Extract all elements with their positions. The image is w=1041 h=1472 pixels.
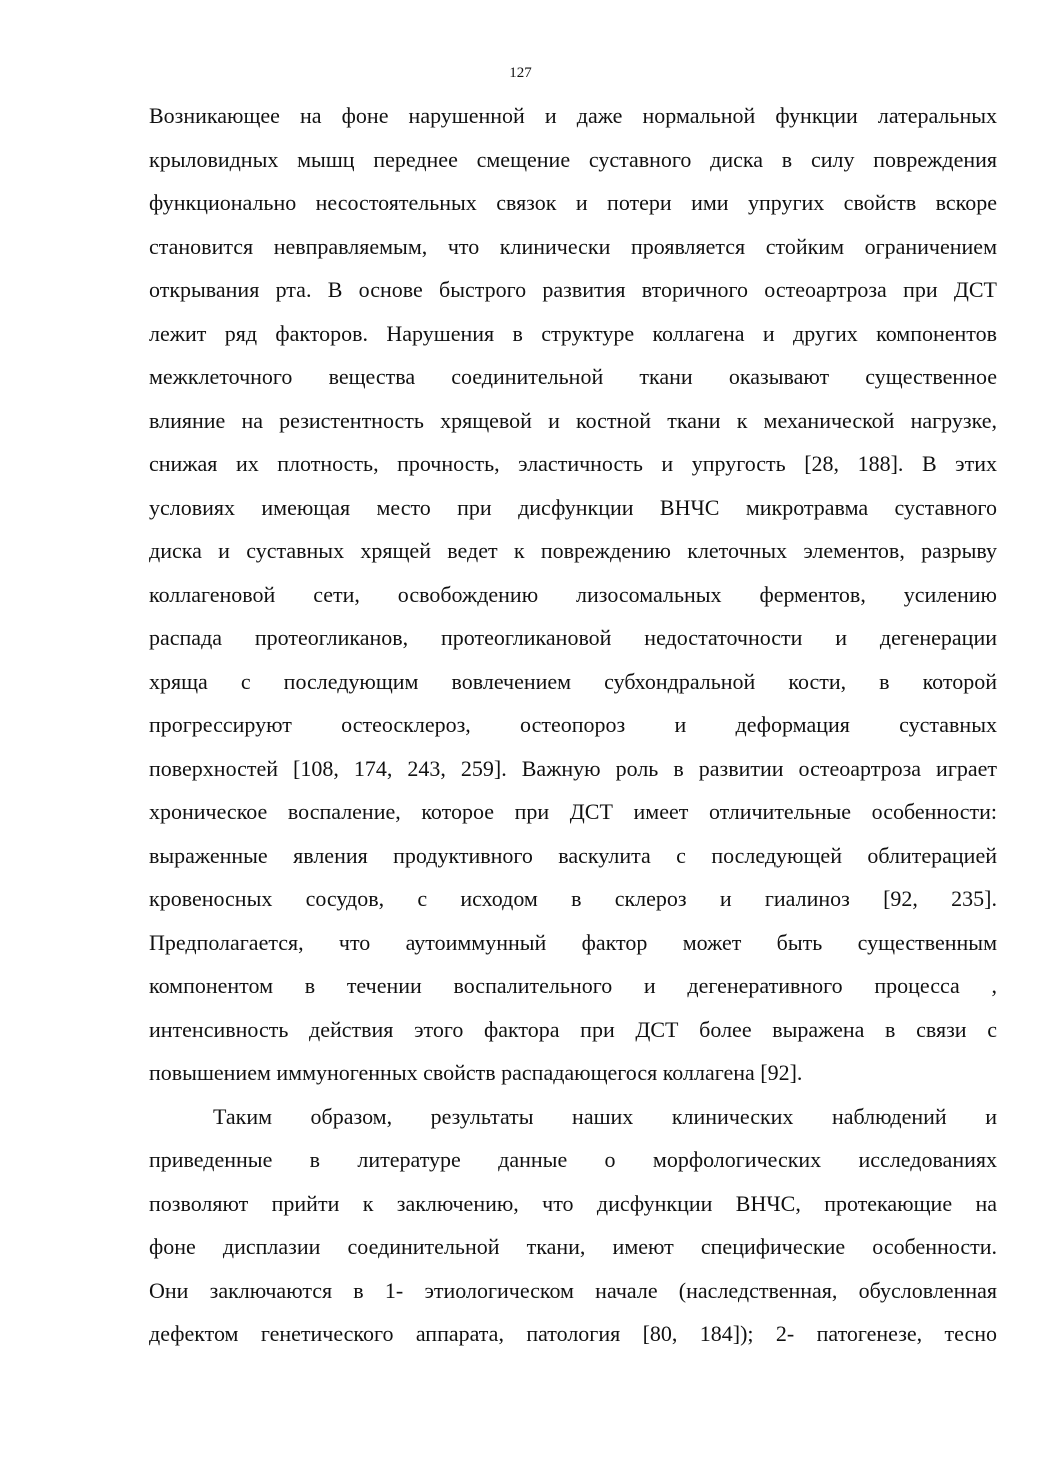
text-line: условиях имеющая место при дисфункции ВНЧС микротравма суставного [149, 494, 997, 520]
text-line: Таким образом, результаты наших клинических наблюдений и [213, 1103, 997, 1129]
text-line: диска и суставных хрящей ведет к повреждению клеточных элементов, разрыву [149, 538, 997, 563]
text-line: межклеточного вещества соединительной ткани оказывают существенное [149, 364, 997, 389]
text-line: распада протеогликанов, протеогликановой недостаточности и дегенерации [149, 625, 997, 650]
paragraph-2 [149, 1095, 997, 1356]
text-line: Возникающее на фоне нарушенной и даже нормальной функции латеральных [149, 103, 997, 128]
text-line: интенсивность действия этого фактора при ДСТ более выражена в связи с [149, 1016, 997, 1042]
text-line: хроническое воспаление, которое при ДСТ имеет отличительные особенности: [149, 799, 997, 824]
text-line: прогрессируют остеосклероз, остеопороз и деформация суставных [149, 712, 997, 737]
text-line: снижая их плотность, прочность, эластичность и упругость [28, 188]. В этих [149, 451, 997, 476]
text-line: приведенные в литературе данные о морфологических исследованиях [149, 1147, 997, 1172]
document-body [149, 94, 997, 1356]
text-line: повышением иммуногенных свойств распадающегося коллагена [92]. [149, 1060, 803, 1085]
text-line: поверхностей [108, 174, 243, 259]. Важную роль в развитии остеоартроза играет [149, 755, 997, 781]
text-line: крыловидных мышц переднее смещение суставного диска в силу повреждения [149, 146, 997, 172]
page-number: 127 [509, 65, 532, 81]
text-line: влияние на резистентность хрящевой и костной ткани к механической нагрузке, [149, 407, 997, 433]
text-line: становится невправляемым, что клинически проявляется стойким ограничением [149, 233, 997, 259]
text-line: функционально несостоятельных связок и потери ими упругих свойств вскоре [149, 190, 997, 215]
text-line: Предполагается, что аутоиммунный фактор может быть существенным [149, 929, 997, 955]
text-line: позволяют прийти к заключению, что дисфункции ВНЧС, протекающие на [149, 1190, 997, 1216]
text-line: лежит ряд факторов. Нарушения в структуре коллагена и других компонентов [149, 320, 997, 346]
text-line: компонентом в течении воспалительного и дегенеративного процесса , [149, 973, 997, 998]
text-line: коллагеновой сети, освобождению лизосомальных ферментов, усилению [149, 581, 997, 607]
text-line: открывания рта. В основе быстрого развития вторичного остеоартроза при ДСТ [149, 277, 997, 302]
text-line: хряща с последующим вовлечением субхондральной кости, в которой [149, 668, 997, 694]
text-line: выраженные явления продуктивного васкулита с последующей облитерацией [149, 842, 997, 868]
text-line: дефектом генетического аппарата, патология [80, 184]); 2- патогенезе, тесно [149, 1321, 997, 1346]
text-line: Они заключаются в 1- этиологическом начале (наследственная, обусловленная [149, 1277, 997, 1303]
text-line: фоне дисплазии соединительной ткани, имеют специфические особенности. [149, 1234, 997, 1259]
paragraph-1 [149, 94, 997, 1095]
text-line: кровеносных сосудов, с исходом в склероз и гиалиноз [92, 235]. [149, 886, 997, 911]
